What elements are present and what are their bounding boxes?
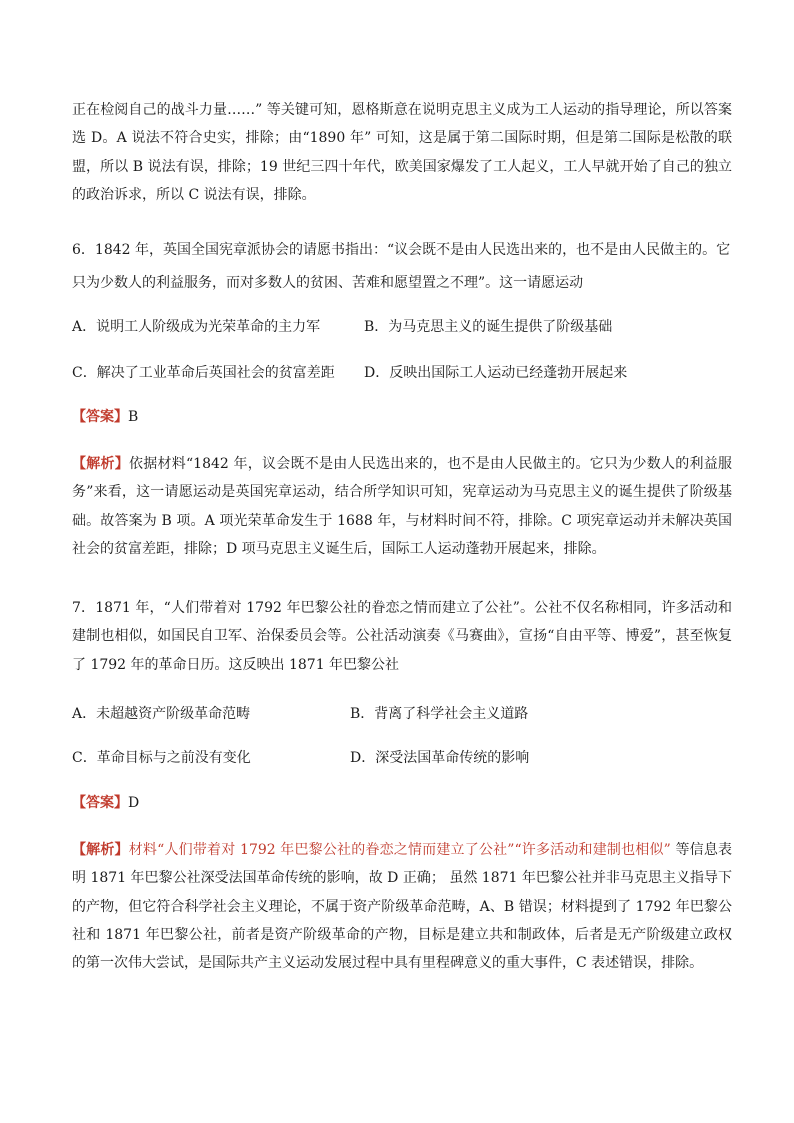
analysis-text: 依据材料“1842 年，议会既不是由人民选出来的，也不是由人民做主的。它只为少数人的利益服务”来看，这一请愿运动是英国宪章运动，结合所学知识可知，宪章运动为马克思主义的诞生提供了阶级基础。故答案为 B 项。A 项光荣革命发生于 1688 年，与材料时间不符，排除。C 项宪章运动并未解决英国社会的贫富差距，排除；D 项马克思主义诞生后，国际工人运动蓬勃开展起来，排除。 [72,456,733,557]
q6-analysis [72,450,732,563]
answer-value: D [128,795,140,811]
q7-option-a: A．未超越资产阶级革命范畴 [72,706,251,722]
answer-label: 【答案】 [72,795,128,811]
q6-option-a: A．说明工人阶级成为光荣革命的主力军 [72,319,321,335]
analysis-label: 【解析】 [72,456,130,472]
q7-stem: 7．1871 年，“人们带着对 1792 年巴黎公社的眷恋之情而建立了公社”。公社不仅名称相同，许多活动和建制也相似，如国民自卫军、治保委员会等。公社活动演奏《马赛曲》，宣扬“自由平等、博爱”，甚至恢复了 1792 年的革命日历。这反映出 1871 年巴黎公社 [72,600,732,673]
q6-option-b: B．为马克思主义的诞生提供了阶级基础 [364,319,613,335]
q7-answer [72,791,139,815]
analysis-text: 等信息表明 1871 年巴黎公社深受法国革命传统的影响，故 D 正确； 虽然 1871 年巴黎公社并非马克思主义指导下的产物，但它符合科学社会主义理论，不属于资产阶级革命范畴，A、B 错误；材料提到了 1792 年巴黎公社和 1871 年巴黎公社，前者是资产阶级革命的产物，目标是建立共和制政体，后者是无产阶级建立政权的第一次伟大尝试，是国际共产主义运动发展过程中具有里程碑意义的重大事件，C 表述错误，排除。 [72,842,733,972]
q7-option-d: D．深受法国革命传统的影响 [350,750,530,766]
q6-stem-line1: 6．1842 年，英国全国宪章派协会的请愿书指出：“议会既不是由人民选出来的，也不是由人民做主的。它 [72,242,731,258]
q7-option-c: C．革命目标与之前没有变化 [72,750,251,766]
q7-option-b: B．背离了科学社会主义道路 [350,706,529,722]
q6-option-c: C．解决了工业革命后英国社会的贫富差距 [72,365,335,381]
analysis-quote: 材料“人们带着对 1792 年巴黎公社的眷恋之情而建立了公社”“许多活动和建制也相似” [128,842,671,858]
q6-stem-line2: 只为少数人的利益服务，而对多数人的贫困、苦难和愿望置之不理”。这一请愿运动 [72,275,584,291]
q6-option-d: D．反映出国际工人运动已经蓬勃开展起来 [364,365,628,381]
q7-analysis [72,836,732,977]
q6-answer [72,405,138,429]
answer-value: B [128,409,139,425]
analysis-label: 【解析】 [72,842,129,858]
previous-question-explanation: 正在检阅自己的战斗力量……” 等关键可知，恩格斯意在说明克思主义成为工人运动的指导理论，所以答案选 D。A 说法不符合史实，排除；由“1890 年” 可知，这是属于第二国际时期，但是第二国际是松散的联盟，所以 B 说法有误，排除；19 世纪三四十年代，欧美国家爆发了工人起义，工人早就开始了自己的独立的政治诉求，所以 C 说法有误，排除。 [72,102,732,203]
answer-label: 【答案】 [72,409,128,425]
